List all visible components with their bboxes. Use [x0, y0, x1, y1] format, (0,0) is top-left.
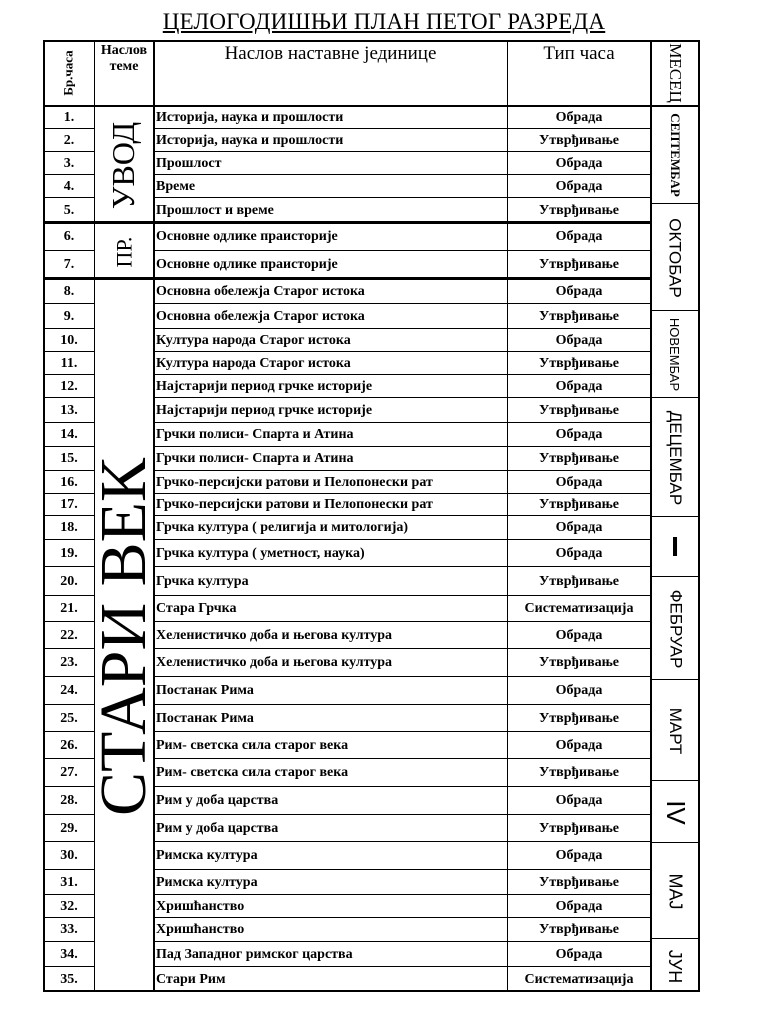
row-number: 27. — [60, 765, 78, 780]
lesson-type: Обрада — [555, 946, 603, 962]
lesson-type: Утврђивање — [538, 765, 619, 780]
lesson-type: Утврђивање — [538, 451, 619, 466]
lesson-title: Историја, наука и прошлости — [156, 109, 344, 125]
row-number: 33. — [60, 922, 78, 937]
lesson-type: Систематизација — [524, 971, 634, 987]
row-number: 30. — [60, 848, 78, 863]
row-number: 35. — [60, 971, 78, 987]
lesson-title: Култура народа Старог истока — [156, 355, 351, 371]
lesson-type: Обрада — [555, 155, 603, 171]
lesson-title: Стара Грчка — [156, 601, 237, 616]
lesson-title: Хришћанство — [156, 922, 245, 937]
lesson-title: Време — [156, 178, 196, 194]
lesson-type: Утврђивање — [538, 402, 619, 418]
theme-prehistory: ПР. — [111, 236, 136, 268]
row-number: 7. — [63, 257, 75, 272]
lesson-title: Прошлост — [156, 155, 222, 171]
lesson-title: Историја, наука и прошлости — [156, 132, 344, 148]
row-number: 18. — [60, 520, 78, 535]
lesson-type: Обрада — [555, 683, 603, 698]
row-number: 24. — [60, 683, 78, 698]
month-march: МАРТ — [666, 707, 685, 754]
lesson-title: Основна обележја Старог истока — [156, 283, 365, 299]
lesson-type: Утврђивање — [538, 655, 619, 670]
row-number: 21. — [60, 601, 78, 616]
lesson-type: Обрада — [555, 283, 603, 299]
header-lesson-type: Тип часа — [543, 43, 615, 64]
lesson-title: Пад Западног римског царства — [156, 946, 353, 962]
row-number: 9. — [63, 308, 75, 324]
month-december: ДЕЦЕМБАР — [666, 410, 686, 505]
lesson-title: Основне одлике праисторије — [156, 229, 338, 244]
lesson-title: Грчко-персијски ратови и Пелопонески рат — [156, 474, 433, 490]
lesson-title: Римска култура — [156, 848, 258, 863]
row-number: 28. — [60, 793, 78, 808]
theme-intro: УВОД — [105, 121, 142, 210]
lesson-title: Основне одлике праисторије — [156, 257, 338, 272]
lesson-type: Утврђивање — [538, 497, 619, 512]
lesson-title: Постанак Рима — [156, 710, 254, 726]
lesson-title: Хришћанство — [156, 898, 245, 914]
row-number: 6. — [63, 229, 75, 244]
lesson-title: Најстарији период грчке историје — [156, 378, 373, 394]
lesson-type: Утврђивање — [538, 132, 619, 148]
month-january: I — [671, 531, 679, 562]
header-month: МЕСЕЦ — [666, 43, 685, 103]
lesson-type: Обрада — [555, 545, 603, 561]
lesson-title: Грчка култура ( уметност, наука) — [156, 545, 365, 561]
theme-ancient-age: СТАРИ ВЕК — [87, 458, 161, 816]
lesson-type: Утврђивање — [538, 355, 619, 371]
row-number: 22. — [60, 627, 78, 643]
lesson-title: Хеленистичко доба и његова култура — [156, 627, 393, 643]
lesson-type: Обрада — [555, 178, 603, 194]
row-number: 12. — [60, 378, 78, 394]
lesson-title: Грчка култура ( религија и митологија) — [156, 520, 409, 535]
row-number: 19. — [60, 545, 78, 561]
lesson-type: Обрада — [555, 793, 603, 808]
lesson-title: Рим- светска сила старог века — [156, 765, 349, 780]
header-lesson: Наслов наставне јединице — [224, 43, 437, 64]
lesson-type: Утврђивање — [538, 874, 619, 890]
lesson-title: Римска култура — [156, 874, 258, 890]
row-number: 26. — [60, 737, 78, 753]
lesson-type: Обрада — [555, 427, 603, 442]
lesson-type: Утврђивање — [538, 710, 619, 726]
lesson-type: Утврђивање — [538, 573, 619, 589]
lesson-title: Постанак Рима — [156, 683, 254, 698]
lesson-type: Обрада — [555, 737, 603, 753]
row-number: 5. — [63, 202, 75, 218]
lesson-type: Обрада — [555, 109, 603, 125]
lesson-title: Грчко-персијски ратови и Пелопонески рат — [156, 497, 433, 512]
row-number: 20. — [60, 573, 78, 589]
month-april: IV — [660, 799, 691, 825]
lesson-title: Прошлост и време — [156, 202, 274, 218]
row-number: 8. — [63, 283, 75, 299]
lesson-type: Обрада — [555, 898, 603, 914]
row-number: 14. — [60, 427, 78, 442]
lesson-type: Утврђивање — [538, 308, 619, 324]
row-number: 29. — [60, 820, 78, 836]
lesson-type: Утврђивање — [538, 257, 619, 272]
lesson-type: Утврђивање — [538, 922, 619, 937]
lesson-title: Стари Рим — [156, 971, 226, 987]
month-november: НОВЕМБАР — [667, 317, 683, 392]
row-number: 31. — [60, 874, 78, 890]
row-number: 34. — [60, 946, 78, 962]
lesson-type: Обрада — [555, 848, 603, 863]
row-number: 11. — [60, 355, 78, 371]
row-number: 16. — [60, 474, 78, 490]
row-number: 2. — [63, 132, 75, 148]
header-theme: Наслов теме — [100, 43, 148, 75]
lesson-type: Обрада — [555, 378, 603, 394]
lesson-type: Обрада — [555, 332, 603, 348]
lesson-type: Утврђивање — [538, 820, 619, 836]
row-number: 10. — [60, 332, 78, 348]
row-number: 15. — [60, 451, 78, 466]
lesson-title: Хеленистичко доба и његова култура — [156, 655, 393, 670]
lesson-title: Рим у доба царства — [156, 820, 279, 836]
row-number: 13. — [60, 402, 78, 418]
row-number: 4. — [63, 178, 75, 194]
row-number: 25. — [60, 710, 78, 726]
row-number: 17. — [60, 497, 78, 512]
lesson-title: Грчки полиси- Спарта и Атина — [156, 451, 354, 466]
row-number: 1. — [63, 109, 75, 125]
page-title: ЦЕЛОГОДИШЊИ ПЛАН ПЕТОГ РАЗРЕДА — [162, 9, 606, 34]
lesson-type: Утврђивање — [538, 202, 619, 218]
month-may: МАЈ — [665, 873, 686, 909]
lesson-type: Обрада — [555, 474, 603, 490]
month-june: ЈУН — [665, 949, 686, 983]
lesson-type: Систематизација — [524, 601, 634, 616]
month-october: ОКТОБАР — [666, 217, 685, 298]
lesson-title: Основна обележја Старог истока — [156, 308, 365, 324]
lesson-title: Рим у доба царства — [156, 793, 279, 808]
lesson-title: Грчки полиси- Спарта и Атина — [156, 427, 354, 442]
lesson-title: Рим- светска сила старог века — [156, 737, 349, 753]
row-number: 3. — [63, 155, 75, 171]
lesson-type: Обрада — [555, 627, 603, 643]
lesson-title: Најстарији период грчке историје — [156, 402, 373, 418]
month-february: ФЕБРУАР — [666, 589, 686, 668]
lesson-type: Обрада — [555, 520, 603, 535]
header-number: Бр.часа — [61, 50, 76, 96]
row-number: 32. — [60, 898, 78, 914]
lesson-title: Култура народа Старог истока — [156, 332, 351, 348]
lesson-title: Грчка култура — [156, 573, 249, 589]
row-number: 23. — [60, 655, 78, 670]
month-september: СЕПТЕМБАР — [668, 113, 684, 197]
lesson-type: Обрада — [555, 229, 603, 244]
